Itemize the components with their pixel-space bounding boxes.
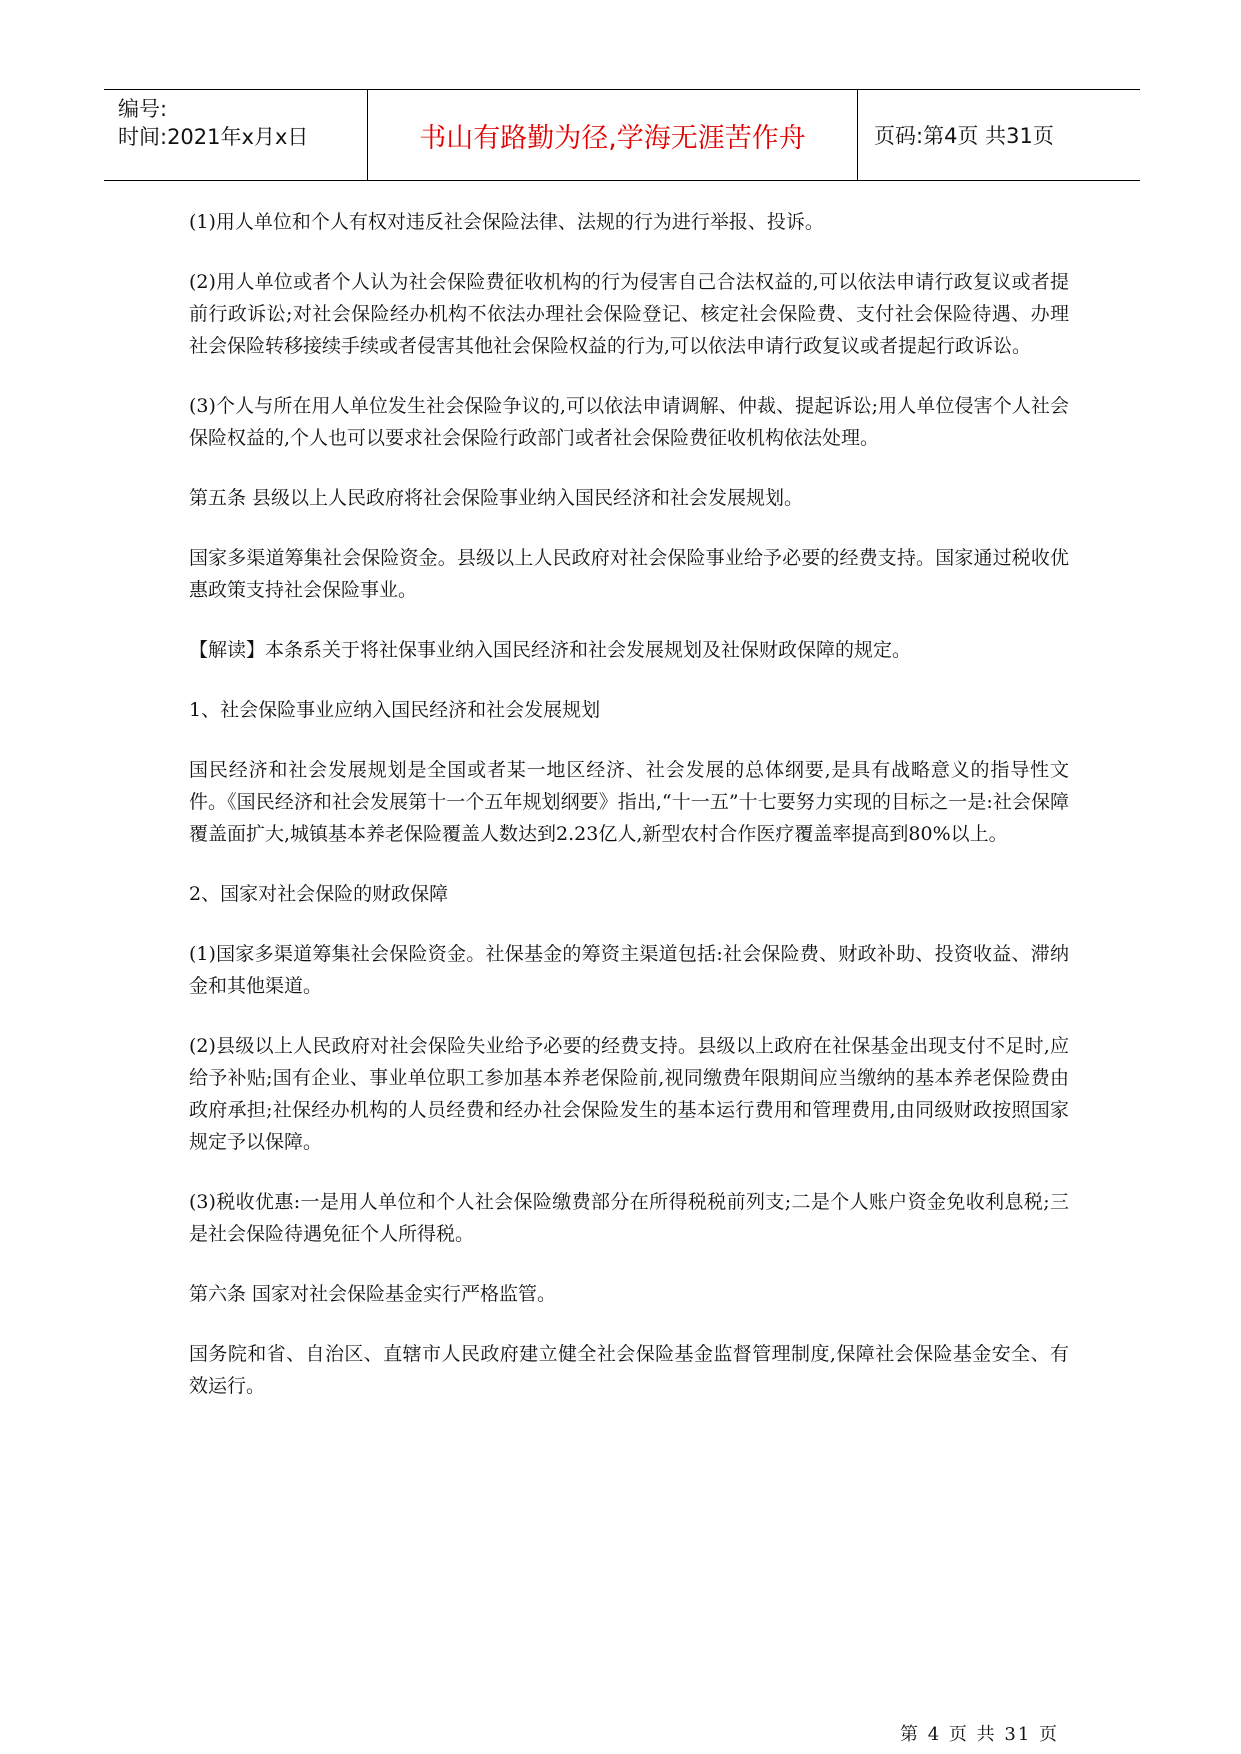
paragraph: (1)国家多渠道筹集社会保险资金。社保基金的筹资主渠道包括:社会保险费、财政补助、投资收益、滞纳金和其他渠道。 — [189, 943, 1069, 997]
section-heading: 1、社会保险事业应纳入国民经济和社会发展规划 — [189, 699, 601, 721]
paragraph: (1)用人单位和个人有权对违反社会保险法律、法规的行为进行举报、投诉。 — [189, 211, 824, 233]
page-header — [104, 89, 1140, 181]
paragraph: 国家多渠道筹集社会保险资金。县级以上人民政府对社会保险事业给予必要的经费支持。国家通过税收优惠政策支持社会保险事业。 — [189, 547, 1069, 601]
article-heading: 第六条 国家对社会保险基金实行严格监管。 — [189, 1283, 557, 1305]
article-heading: 第五条 县级以上人民政府将社会保险事业纳入国民经济和社会发展规划。 — [189, 487, 804, 509]
time-label: 时间:2021年x月x日 — [118, 125, 309, 149]
paragraph: (3)税收优惠:一是用人单位和个人社会保险缴费部分在所得税税前列支;二是个人账户资金免收利息税;三是社会保险待遇免征个人所得税。 — [189, 1191, 1069, 1245]
paragraph: (2)用人单位或者个人认为社会保险费征收机构的行为侵害自己合法权益的,可以依法申请行政复议或者提前行政诉讼;对社会保险经办机构不依法办理社会保险登记、核定社会保险费、支付社会保险待遇、办理社会保险转移接续手续或者侵害其他社会保险权益的行为,可以依法申请行政复议或者提起行政诉讼。 — [189, 271, 1069, 357]
number-label: 编号: — [118, 97, 168, 121]
header-page-info: 页码:第4页 共31页 — [874, 124, 1054, 148]
header-meta — [104, 90, 368, 180]
paragraph: 国民经济和社会发展规划是全国或者某一地区经济、社会发展的总体纲要,是具有战略意义的指导性文件。《国民经济和社会发展第十一个五年规划纲要》指出,“十一五”十七要努力实现的目标之一是:社会保障覆盖面扩大,城镇基本养老保险覆盖人数达到2.23亿人,新型农村合作医疗覆盖率提高到80%以上。 — [189, 759, 1069, 845]
section-heading: 2、国家对社会保险的财政保障 — [189, 883, 449, 905]
paragraph: (2)县级以上人民政府对社会保险失业给予必要的经费支持。县级以上政府在社保基金出现支付不足时,应给予补贴;国有企业、事业单位职工参加基本养老保险前,视同缴费年限期间应当缴纳的基本养老保险费由政府承担;社保经办机构的人员经费和经办社会保险发生的基本运行费用和管理费用,由同级财政按照国家规定予以保障。 — [189, 1035, 1069, 1153]
paragraph: 国务院和省、自治区、直辖市人民政府建立健全社会保险基金监督管理制度,保障社会保险基金安全、有效运行。 — [189, 1343, 1069, 1397]
page-footer: 第 4 页 共 31 页 — [900, 1724, 1059, 1745]
header-motto: 书山有路勤为径,学海无涯苦作舟 — [368, 90, 858, 180]
paragraph: 【解读】本条系关于将社保事业纳入国民经济和社会发展规划及社保财政保障的规定。 — [189, 639, 912, 661]
paragraph: (3)个人与所在用人单位发生社会保险争议的,可以依法申请调解、仲裁、提起诉讼;用人单位侵害个人社会保险权益的,个人也可以要求社会保险行政部门或者社会保险费征收机构依法处理。 — [189, 395, 1069, 449]
document-body — [189, 206, 1069, 1430]
